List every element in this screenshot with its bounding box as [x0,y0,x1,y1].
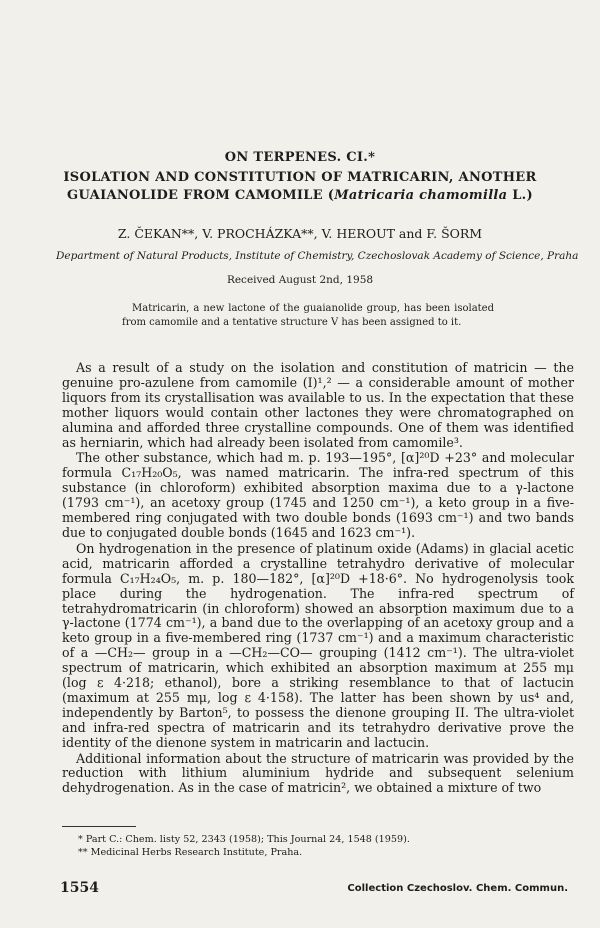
paragraph: As a result of a study on the isolation and constitution of matricin — the genuine pro-azulene from camomile (I)¹,² — a considerable amount of mother liquors from its crystallisation was available to us. In the expectation that these mother liquors would contain other lactones they were chromatographed on alumina and afforded three crystalline compounds. One of them was identified as herniarin, which had already been isolated from camomile³. [62,360,574,450]
title-end: L.) [507,188,533,203]
abstract-text: Matricarin, a new lactone of the guaianolide group, has been isolated from camomile and a tentative structure V has been assigned to it. [122,303,494,328]
paragraph: Additional information about the structure of matricarin was provided by the reduction with lithium aluminium hydride and subsequent selenium dehydrogenation. As in the case of matricin², we obtained a mixture of two [62,750,574,796]
affiliation: Department of Natural Products, Institute of Chemistry, Czechoslovak Academy of Science, Praha [56,250,579,262]
paragraph: On hydrogenation in the presence of platinum oxide (Adams) in glacial acetic acid, matricarin afforded a crystalline tetrahydro derivative of molecular formula C₁₇H₂₄O₅, m. p. 180—182°, [α]²⁰D +18·6°. No hydrogenolysis took place during the hydrogenation. The infra-red spectrum of tetrahydromatricarin (in chloroform) showed an absorption maximum due to a γ-lactone (1774 cm⁻¹), a band due to the overlapping of an acetoxy group and a keto group in a five-membered ring (1737 cm⁻¹) and a maximum characteristic of a —CH₂— group in a —CH₂—CO— grouping (1412 cm⁻¹). The ultra-violet spectrum of matricarin, which exhibited an absorption maximum at 255 mμ (log ε 4·218; ethanol), bore a striking resemblance to that of lactucin (maximum at 255 mμ, log ε 4·158). The latter has been shown by us⁴ and, independently by Barton⁵, to possess the dienone grouping II. The ultra-violet and infra-red spectra of matricarin and its tetrahydro derivative prove the identity of the dienone system in matricarin and lactucin. [62,540,574,750]
page-number: 1554 [60,880,99,896]
article-title-line-1: ISOLATION AND CONSTITUTION OF MATRICARIN, ANOTHER [63,170,537,185]
journal-name: Collection Czechoslov. Chem. Commun. [347,883,568,894]
received-date: Received August 2nd, 1958 [226,274,374,286]
authors: Z. ČEKAN**, V. PROCHÁZKA**, V. HEROUT and F. ŠORM [117,226,483,241]
paragraph: The other substance, which had m. p. 193—195°, [α]²⁰D +23° and molecular formula C₁₇H₂₀O₅, was named matricarin. The infra-red spectrum of this substance (in chloroform) exhibited absorption maxima due to a γ-lactone (1793 cm⁻¹), an acetoxy group (1745 and 1250 cm⁻¹), a keto group in a five-membered ring conjugated with two double bonds (1693 cm⁻¹) and two bands due to conjugated double bonds (1645 and 1623 cm⁻¹). [62,450,574,540]
footnote: * Part C.: Chem. listy 52, 2343 (1958); This Journal 24, 1548 (1959). [78,834,410,845]
footnote-divider [62,826,136,827]
article-title-line-2 [0,188,600,203]
series-title: ON TERPENES. CI.* [224,150,376,165]
species-name: Matricaria chamomilla [334,188,508,203]
body-text [62,361,574,796]
footnotes [78,833,568,859]
title-text: GUAIANOLIDE FROM CAMOMILE ( [67,188,335,203]
abstract [122,302,494,330]
footnote: ** Medicinal Herbs Research Institute, Praha. [78,847,303,858]
